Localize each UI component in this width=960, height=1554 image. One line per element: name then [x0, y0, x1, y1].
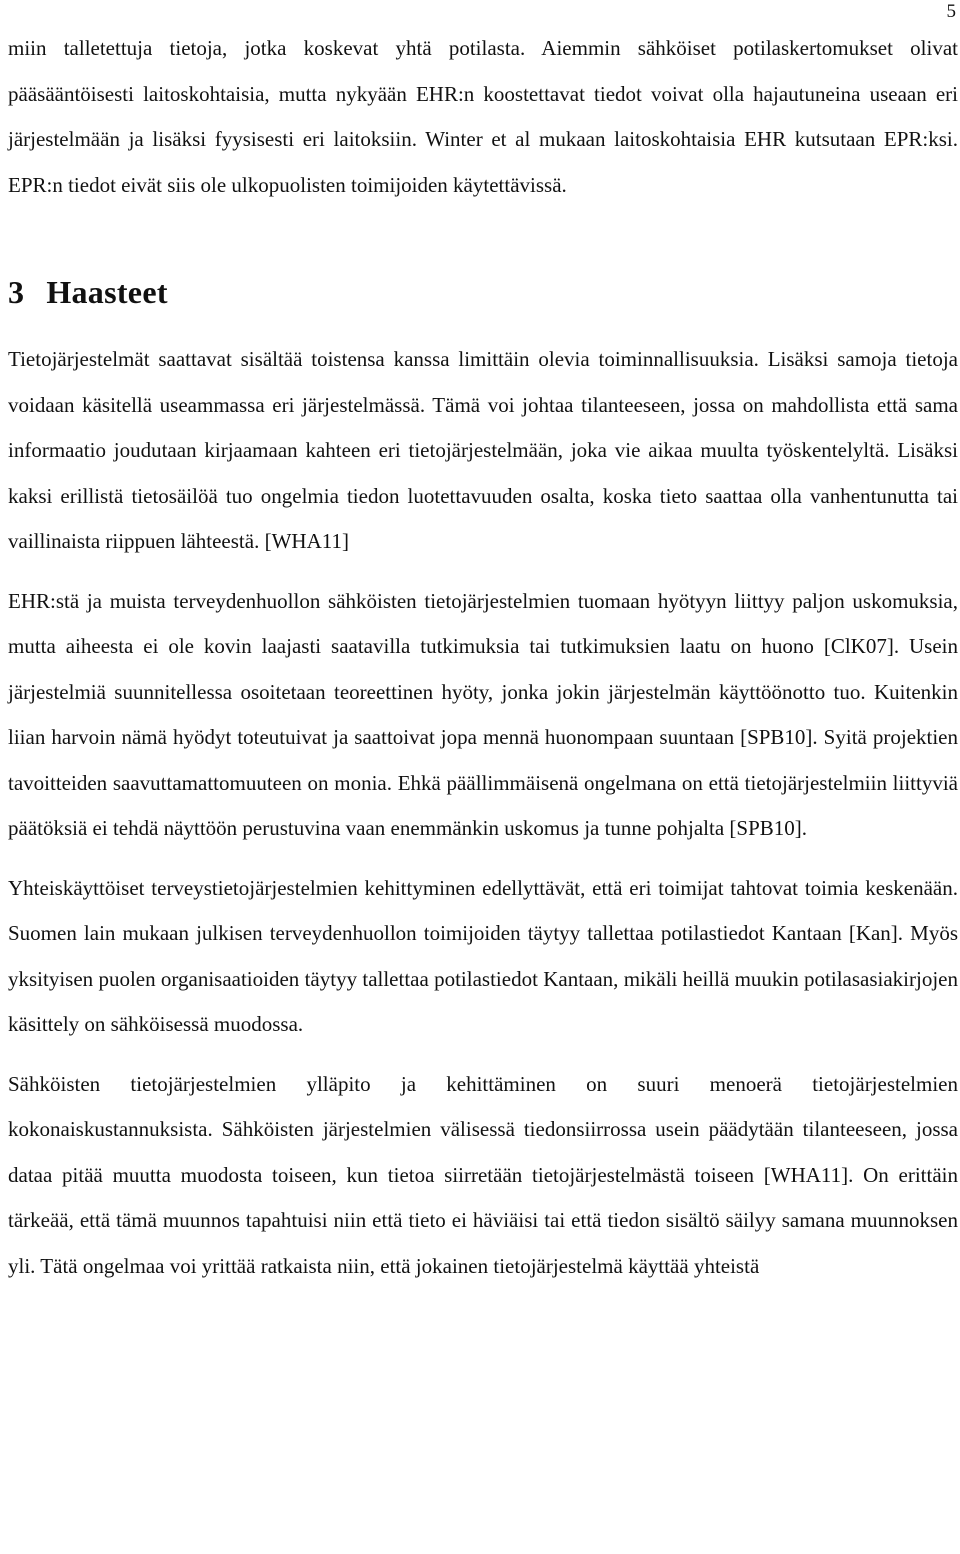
section-heading — [8, 268, 958, 316]
document-body — [8, 36, 958, 1289]
page-number: 5 — [946, 1, 956, 22]
paragraph-2: EHR:stä ja muista terveydenhuollon sähköisten tietojärjestelmien tuomaan hyötyyn liittyy paljon uskomuksia, mutta aiheesta ei ole kovin laajasti saatavilla tutkimuksia tai tutkimuksien laatu on huono [ClK07]. Usein järjestelmiä suunnitellessa osoitetaan teoreettinen hyöty, jonka jokin järjestelmän käyttöönotto tuo. Kuitenkin liian harvoin nämä hyödyt toteutuivat ja saattoivat jopa mennä huonompaan suuntaan [SPB10]. Syitä projektien tavoitteiden saavuttamattomuuteen on monia. Ehkä päällimmäisenä ongelmana on että tietojärjestelmiin liittyviä päätöksiä ei tehdä näyttöön perustuvina vaan enemmänkin uskomus ja tunne pohjalta [SPB10]. — [8, 588, 958, 840]
paragraph-3: Yhteiskäyttöiset terveystietojärjestelmien kehittyminen edellyttävät, että eri toimijat tahtovat toimia keskenään. Suomen lain mukaan julkisen terveydenhuollon toimijoiden täytyy tallettaa potilastiedot Kantaan [Kan]. Myös yksityisen puolen organisaatioiden täytyy tallettaa potilastiedot Kantaan, mikäli heillä muukin potilasasiakirjojen käsittely on sähköisessä muodossa. — [8, 875, 958, 1036]
paragraph-intro: miin talletettuja tietoja, jotka koskevat yhtä potilasta. Aiemmin sähköiset potilaskertomukset olivat pääsääntöisesti laitoskohtaisia, mutta nykyään EHR:n koostettavat tiedot voivat olla hajautuneina useaan eri järjestelmään ja lisäksi fyysisesti eri laitoksiin. Winter et al mukaan laitoskohtaisia EHR kutsutaan EPR:ksi. EPR:n tiedot eivät siis ole ulkopuolisten toimijoiden käytettävissä. — [8, 36, 958, 197]
paragraph-1: Tietojärjestelmät saattavat sisältää toistensa kanssa limittäin olevia toiminnallisuuksia. Lisäksi samoja tietoja voidaan käsitellä useammassa eri järjestelmässä. Tämä voi johtaa tilanteeseen, jossa on mahdollista että sama informaatio joudutaan kirjaamaan kahteen eri tietojärjestelmään, joka vie aikaa muulta työskentelyltä. Lisäksi kaksi erillistä tietosäilöä tuo ongelmia tiedon luotettavuuden osalta, koska tieto saattaa olla vanhentunutta tai vaillinaista riippuen lähteestä. [WHA11] — [8, 347, 958, 553]
section-number: 3 — [8, 274, 25, 310]
paragraph-4: Sähköisten tietojärjestelmien ylläpito ja kehittäminen on suuri menoerä tietojärjestelmien kokonaiskustannuksista. Sähköisten järjestelmien välisessä tiedonsiirrossa usein päädytään tilanteeseen, jossa dataa pitää muutta muodosta toiseen, kun tietoa siirretään tietojärjestelmästä toiseen [WHA11]. On erittäin tärkeää, että tämä muunnos tapahtuisi niin että tieto ei häviäisi tai että tiedon sisältö säilyy samana muunnoksen yli. Tätä ongelmaa voi yrittää ratkaista niin, että jokainen tietojärjestelmä käyttää yhteistä — [8, 1071, 958, 1278]
section-title: Haasteet — [46, 274, 168, 310]
